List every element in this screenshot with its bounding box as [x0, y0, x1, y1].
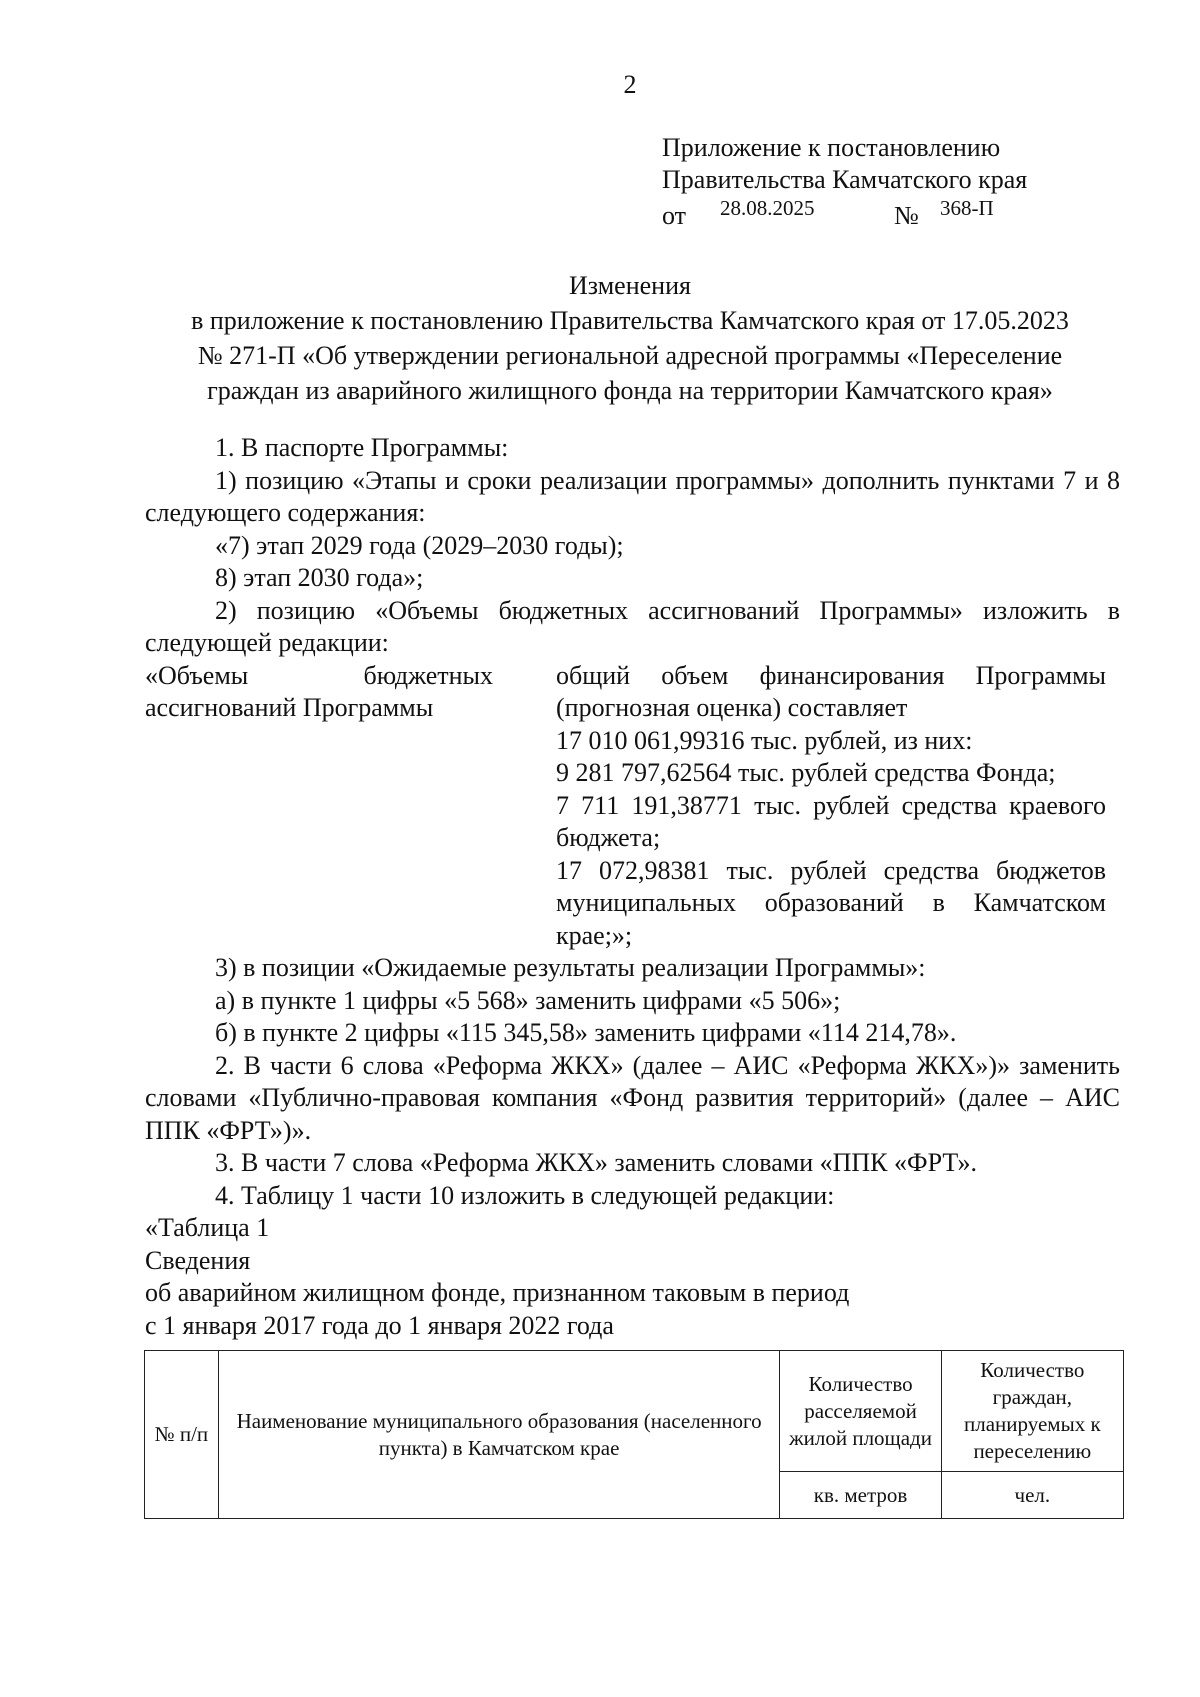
unit-people: чел.	[941, 1472, 1123, 1519]
budget-fund: 9 281 797,62564 тыс. рублей средства Фонда;	[556, 758, 1056, 787]
paragraph-7: а) в пункте 1 цифры «5 568» заменить цифрами «5 506»;	[215, 985, 841, 1015]
appendix-date-number	[662, 196, 1027, 232]
document-body	[145, 432, 1120, 1342]
title-heading: Изменения	[569, 271, 691, 300]
paragraph-4: 8) этап 2030 года»;	[215, 563, 424, 592]
paragraph-3: «7) этап 2029 года (2029–2030 годы);	[215, 530, 624, 560]
col-header-number: № п/п	[145, 1351, 219, 1519]
title-line-3: граждан из аварийного жилищного фонда на территории Камчатского края»	[207, 376, 1053, 405]
budget-total-sum: 17 010 061,99316 тыс. рублей, из них:	[556, 725, 973, 755]
from-label: от	[662, 201, 687, 230]
paragraph-11: 4. Таблицу 1 части 10 изложить в следующей редакции:	[215, 1180, 835, 1210]
label-line-1: «Объемы бюджетных	[145, 660, 493, 690]
appendix-line-1: Приложение к постановлению	[662, 133, 1001, 162]
emergency-housing-table	[144, 1350, 1124, 1519]
col-header-name: Наименование муниципального образования (населенного пункта) в Камчатском крае	[218, 1351, 780, 1519]
title-line-2: № 271-П «Об утверждении региональной адресной программы «Переселение	[197, 341, 1063, 370]
budget-total: общий объем финансирования Программы (прогнозная оценка) составляет	[556, 660, 1106, 722]
paragraph-8: б) в пункте 2 цифры «115 345,58» заменить цифрами «114 214,78».	[215, 1018, 957, 1047]
paragraph-10: 3. В части 7 слова «Реформа ЖКХ» заменить словами «ППК «ФРТ».	[215, 1148, 978, 1177]
budget-municipal: 17 072,98381 тыс. рублей средства бюджетов муниципальных образований в Камчатском крае;»;	[556, 855, 1106, 950]
paragraph-2: 1) позицию «Этапы и сроки реализации программы» дополнить пунктами 7 и 8 следующего содержания:	[145, 465, 1120, 527]
number-label: №	[894, 201, 919, 230]
budget-position	[145, 660, 1120, 953]
table-subtitle-2: с 1 января 2017 года до 1 января 2022 года	[145, 1310, 614, 1340]
decree-date: 28.08.2025	[720, 196, 815, 220]
label-line-2: ассигнований Программы	[145, 693, 434, 722]
appendix-line-2: Правительства Камчатского края	[662, 165, 1028, 194]
paragraph-6: 3) в позиции «Ожидаемые результаты реализации Программы»:	[215, 953, 926, 982]
col-header-people: Количество граждан, планируемых к переселению	[941, 1351, 1123, 1472]
budget-position-label	[145, 660, 493, 953]
unit-area: кв. метров	[780, 1472, 941, 1519]
table-subtitle-1: об аварийном жилищном фонде, признанном таковым в период	[145, 1278, 850, 1307]
appendix-header	[662, 132, 1027, 232]
table-label: «Таблица 1	[145, 1213, 270, 1242]
col-header-area: Количество расселяемой жилой площади	[780, 1351, 941, 1472]
table-header-row	[145, 1351, 1124, 1472]
page-number: 2	[623, 70, 637, 99]
paragraph-5: 2) позицию «Объемы бюджетных ассигнований Программы» изложить в следующей редакции:	[145, 595, 1120, 657]
title-line-1: в приложение к постановлению Правительства Камчатского края от 17.05.2023	[191, 306, 1069, 335]
decree-number: 368-П	[940, 196, 994, 220]
paragraph-9: 2. В части 6 слова «Реформа ЖКХ» (далее – АИС «Реформа ЖКХ»)» заменить словами «Публично-правовая компания «Фонд развития территорий» (далее – АИС ППК «ФРТ»)».	[145, 1050, 1120, 1145]
budget-position-value	[556, 660, 1106, 953]
paragraph-1: 1. В паспорте Программы:	[215, 433, 509, 462]
document-title	[140, 268, 1120, 408]
budget-regional: 7 711 191,38771 тыс. рублей средства краевого бюджета;	[556, 790, 1106, 852]
table-title: Сведения	[145, 1245, 251, 1275]
